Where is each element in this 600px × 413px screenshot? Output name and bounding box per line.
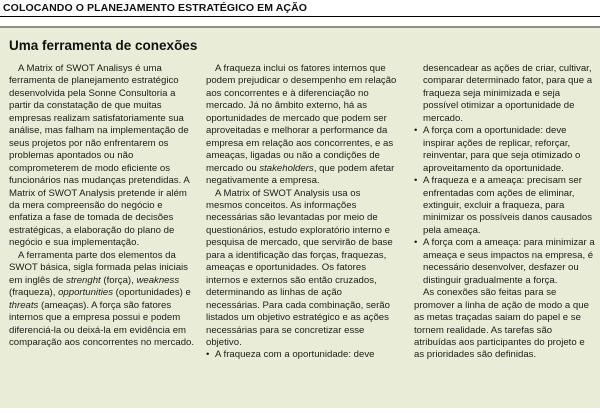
term-threats: threats [9,299,39,311]
term-weakness: weakness [136,274,180,286]
text-column-2 [206,63,398,362]
paragraph-intro: A Matrix of SWOT Analisys é uma ferramenta de planejamento estratégico desenvolvida pela Sonne Consultoria a partir da constatação de que muitas empresas realizam satisfatoriamente sua análise, mas falham na implementação de seus projetos por não enfrentarem os problemas apontados ou não comprometerem de modo eficiente os funcionários nas mudanças pretendidas. A Matrix of SWOT Analysis pretende ir além da mera compreensão do negócio e enfatiza a fase de tomada de decisões estratégicas, a elaboração do plano de negócio e sua implementação. [9,63,190,249]
bullet-item: • A força com a ameaça: para minimizar a ameaça e seus impactos na empresa, é necessário desenvolver, desfazer ou distinguir gradualmente a força. [414,237,596,287]
bullet-item: • A fraqueza com a oportunidade: deve [206,349,398,361]
text-column-3 [414,63,596,362]
bullet-continuation: desencadear as ações de criar, cultivar, comparar determinado fator, para que a fraqueza seja minimizada e seja possível otimizar a oportunidade de mercado. [423,63,593,124]
sidebar-box [0,26,600,408]
term-opportunities: opportunities [58,287,113,299]
term-strength: strenght [66,274,101,286]
text-column-1 [9,63,195,349]
bullet-list-start [206,349,398,361]
paragraph-conclusion: As conexões são feitas para se promover a linha de ação de modo a que as metas traçadas saiam do papel e se tornem realidade. As tarefas são atribuídas aos participantes do projeto e as prioridades são definidas. [414,287,589,361]
paragraph-matrix: A Matrix of SWOT Analysis usa os mesmos conceitos. As informações necessárias são levantadas por meio de questionários, estudo exploratório interno e pesquisa de mercado, que servirão de base para a identificação das forças, fraquezas, ameaças e oportunidades. Os fatores internos e externos são então cruzados, determinando as linhas de ação necessárias. Para cada combinação, serão listados um objetivo estratégico e as ações necessárias para se concretizar esse objetivo. [206,187,393,348]
section-title: COLOCANDO O PLANEJAMENTO ESTRATÉGICO EM AÇÃO [3,2,308,14]
term-stakeholders: stakeholders [259,162,314,174]
bullet-item: • A força com a oportunidade: deve inspirar ações de replicar, reforçar, reinventar, para que seja otimizado o aproveitamento da oportunidade. [414,125,596,175]
paragraph-swot: A ferramenta parte dos elementos da SWOT básica, sigla formada pelas iniciais em inglês de strenght (força), weakness (fraqueza), opportunities (oportunidades) e threats (ameaças). A força são fatores internos que a empresa possui e podem diferenciá-la ou deixá-la em evidência em comparação aos concorrentes no mercado. [9,249,195,348]
box-title: Uma ferramenta de conexões [9,38,198,53]
bullet-list [414,125,596,287]
paragraph-fraqueza: A fraqueza inclui os fatores internos que podem prejudicar o desempenho em relação aos concorrentes e à diferenciação no mercado. Já no âmbito externo, há as oportunidades de mercado que podem ser aproveitadas e melhorar a performance da empresa em relação aos concorrentes, e as ameaças, ligadas ou não a condições de mercado ou stakeholders, que podem afetar negativamente a empresa. [206,63,397,187]
section-title-rule [0,16,600,17]
bullet-item: • A fraqueza e a ameaça: precisam ser enfrentadas com ações de eliminar, extinguir, excluir a fraqueza, para minimizar os possíveis danos causados pela ameaça. [414,175,596,237]
